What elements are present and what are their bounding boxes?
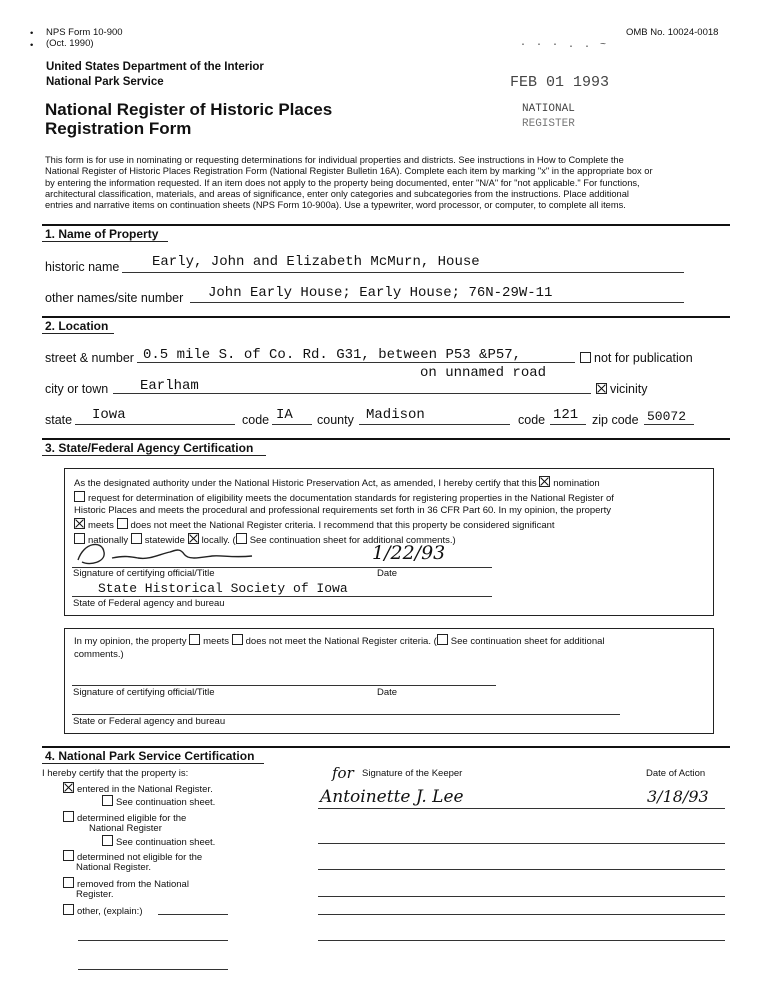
other-checkbox[interactable]: [63, 904, 74, 915]
field-line: [550, 424, 586, 425]
entered-checkbox[interactable]: [63, 782, 74, 793]
continuation-label: See continuation sheet.: [116, 837, 216, 848]
nomination-label: nomination: [553, 478, 600, 489]
field-line: [359, 424, 510, 425]
zip-value[interactable]: 50072: [647, 409, 687, 424]
other-option[interactable]: [63, 904, 142, 917]
opinion-label: does not meet the National Register criteria. (: [245, 636, 437, 647]
opinion-label: comments.): [74, 648, 124, 660]
field-line: [644, 424, 694, 425]
section-2-heading: 2. Location: [45, 319, 109, 333]
omb-number: OMB No. 10024-0018: [626, 27, 719, 38]
field-line: [72, 596, 492, 597]
certifying-date[interactable]: 1/22/93: [372, 542, 446, 564]
continuation-option-2[interactable]: [102, 835, 215, 848]
entered-label: entered in the National Register.: [77, 784, 213, 795]
not-eligible-label-2: National Register.: [76, 862, 151, 873]
section-3-heading: 3. State/Federal Agency Certification: [45, 441, 254, 455]
form-bullet: •: [30, 28, 34, 39]
cert-text: As the designated authority under the National Historic Preservation Act, as amended, I hereby certify that this: [74, 478, 537, 489]
keeper-label: Signature of the Keeper: [362, 768, 463, 779]
intro-line: architectural classification, materials, and areas of significance, enter only categories and subcategories from the instructions. Place additional: [45, 188, 629, 199]
historic-name-label: historic name: [45, 260, 120, 274]
form-date: (Oct. 1990): [46, 38, 94, 49]
request-checkbox[interactable]: [74, 491, 85, 502]
state-code-value[interactable]: IA: [276, 407, 293, 423]
county-label: county: [317, 413, 354, 427]
intro-line: entries and narrative items on continuation sheets (NPS Form 10-900a). Use a typewriter, word processor, or computer, to complete all items.: [45, 200, 626, 211]
field-line: [122, 272, 684, 273]
stamp-marks: · · · . . ~: [520, 40, 609, 51]
received-stamp-line2: REGISTER: [522, 118, 575, 130]
other-label: other, (explain:): [77, 906, 143, 917]
street-value-2[interactable]: on unnamed road: [420, 365, 547, 381]
removed-label: removed from the National: [77, 879, 189, 890]
vicinity[interactable]: [596, 382, 648, 396]
continuation-option-1[interactable]: [102, 795, 215, 808]
not-for-publication[interactable]: [580, 351, 693, 365]
intro-line: This form is for use in nominating or requesting determinations for individual properties and districts. See instructions in How to Complete the: [45, 155, 624, 165]
opinion-label: See continuation sheet for additional: [450, 636, 605, 647]
certifying-signature: [72, 538, 302, 570]
cert-text: Historic Places and meets the procedural and professional requirements set forth in 36 CFR Part 60. In my opinion, the property: [74, 505, 612, 517]
field-line: [137, 362, 575, 363]
county-value[interactable]: Madison: [366, 407, 425, 423]
received-stamp-date: FEB 01 1993: [510, 74, 610, 91]
not-eligible-checkbox[interactable]: [63, 850, 74, 861]
meets-checkbox[interactable]: [74, 518, 85, 529]
action-date[interactable]: 3/18/93: [647, 787, 709, 806]
received-stamp-line1: NATIONAL: [522, 103, 575, 115]
removed-checkbox[interactable]: [63, 877, 74, 888]
intro-paragraph: [45, 155, 745, 211]
divider: [42, 333, 114, 334]
street-label: street & number: [45, 351, 134, 365]
opinion-meets-checkbox[interactable]: [189, 634, 200, 645]
form-bullet-2: •: [30, 40, 34, 51]
field-line: [78, 940, 228, 941]
county-code-label: code: [518, 413, 546, 427]
cert-text: request for determination of eligibility meets the documentation standards for registering properties in the National Register of: [88, 492, 614, 504]
nationally-label: nationally: [88, 534, 129, 546]
opinion-label: In my opinion, the property: [74, 636, 187, 647]
not-publication-checkbox[interactable]: [580, 352, 591, 363]
eligible-label: determined eligible for the: [77, 813, 187, 824]
agency-label: State of Federal agency and bureau: [73, 598, 225, 609]
keeper-initials: for: [332, 764, 354, 782]
signature-label-2: Signature of certifying official/Title: [73, 687, 215, 698]
field-line: [72, 714, 620, 715]
zip-label: zip code: [592, 413, 639, 427]
nomination-checkbox[interactable]: [539, 476, 550, 487]
agency-value[interactable]: State Historical Society of Iowa: [98, 581, 348, 596]
vicinity-label: vicinity: [610, 382, 648, 396]
field-line: [272, 424, 312, 425]
cert-text: See continuation sheet for additional comments.): [249, 534, 456, 546]
meets-label: meets: [88, 520, 114, 532]
street-value[interactable]: 0.5 mile S. of Co. Rd. G31, between P53 &P57,: [143, 347, 522, 363]
divider: [42, 455, 266, 456]
state-label: state: [45, 413, 73, 427]
agency-label-2: State or Federal agency and bureau: [73, 716, 226, 727]
continuation-checkbox[interactable]: [102, 835, 113, 846]
signature-label: Signature of certifying official/Title: [73, 568, 215, 579]
historic-name-value[interactable]: Early, John and Elizabeth McMurn, House: [152, 254, 480, 270]
continuation-checkbox[interactable]: [102, 795, 113, 806]
field-line: [113, 393, 591, 394]
city-value[interactable]: Earlham: [140, 378, 199, 394]
department: United States Department of the Interior: [46, 61, 264, 73]
not-publication-label: not for publication: [594, 351, 693, 365]
keeper-signature: Antoinette J. Lee: [320, 787, 464, 807]
field-line: [190, 302, 684, 303]
city-label: city or town: [45, 382, 109, 396]
certify-statement: I hereby certify that the property is:: [42, 768, 189, 779]
divider: [42, 316, 730, 318]
eligible-label-2: National Register: [89, 823, 162, 834]
opinion-continuation-checkbox[interactable]: [437, 634, 448, 645]
form-id: NPS Form 10-900: [46, 27, 123, 38]
date-label-2: Date: [377, 687, 398, 698]
field-line: [318, 808, 725, 809]
opinion-not-meet-checkbox[interactable]: [232, 634, 243, 645]
locally-label: locally. (: [201, 534, 236, 546]
section-1-heading: 1. Name of Property: [45, 227, 159, 241]
field-line: [318, 914, 725, 915]
service: National Park Service: [46, 76, 164, 88]
field-line: [318, 843, 725, 844]
field-line: [318, 869, 725, 870]
form-title-1: National Register of Historic Places: [45, 100, 333, 119]
field-line: [158, 914, 228, 915]
state-code-label: code: [242, 413, 270, 427]
divider: [42, 763, 264, 764]
opinion-text: [74, 634, 704, 661]
county-code-value[interactable]: 121: [553, 407, 579, 423]
opinion-meets-label: meets: [203, 636, 229, 647]
state-value[interactable]: Iowa: [92, 407, 126, 423]
not-eligible-label: determined not eligible for the: [77, 852, 203, 863]
eligible-checkbox[interactable]: [63, 811, 74, 822]
divider: [42, 224, 730, 226]
field-line: [318, 896, 725, 897]
other-names-label: other names/site number: [45, 291, 184, 305]
vicinity-checkbox[interactable]: [596, 383, 607, 394]
section-4-heading: 4. National Park Service Certification: [45, 749, 255, 763]
date-label: Date: [377, 568, 398, 579]
removed-label-2: Register.: [76, 889, 114, 900]
field-line: [75, 424, 235, 425]
certification-text: [74, 476, 704, 548]
field-line: [318, 940, 725, 941]
divider: [42, 241, 168, 242]
intro-line: National Register of Historic Places Registration Form (National Register Bulletin 16A). Complete each item by marking "x" in the appropriate box or: [45, 166, 653, 177]
cert-text: does not meet the National Register criteria. I recommend that this property be considered significant: [130, 520, 555, 532]
other-names-value[interactable]: John Early House; Early House; 76N-29W-11: [208, 285, 553, 301]
field-line: [78, 969, 228, 970]
intro-line: by entering the information requested. If an item does not apply to the property being documented, enter "N/A" for "not applicable." For functions,: [45, 177, 640, 188]
action-label: Date of Action: [646, 768, 706, 779]
continuation-label: See continuation sheet.: [116, 797, 216, 808]
divider: [42, 746, 730, 748]
statewide-label: statewide: [144, 534, 185, 546]
divider: [42, 438, 730, 440]
does-not-meet-checkbox[interactable]: [117, 518, 128, 529]
form-title-2: Registration Form: [45, 119, 192, 138]
field-line: [72, 685, 496, 686]
